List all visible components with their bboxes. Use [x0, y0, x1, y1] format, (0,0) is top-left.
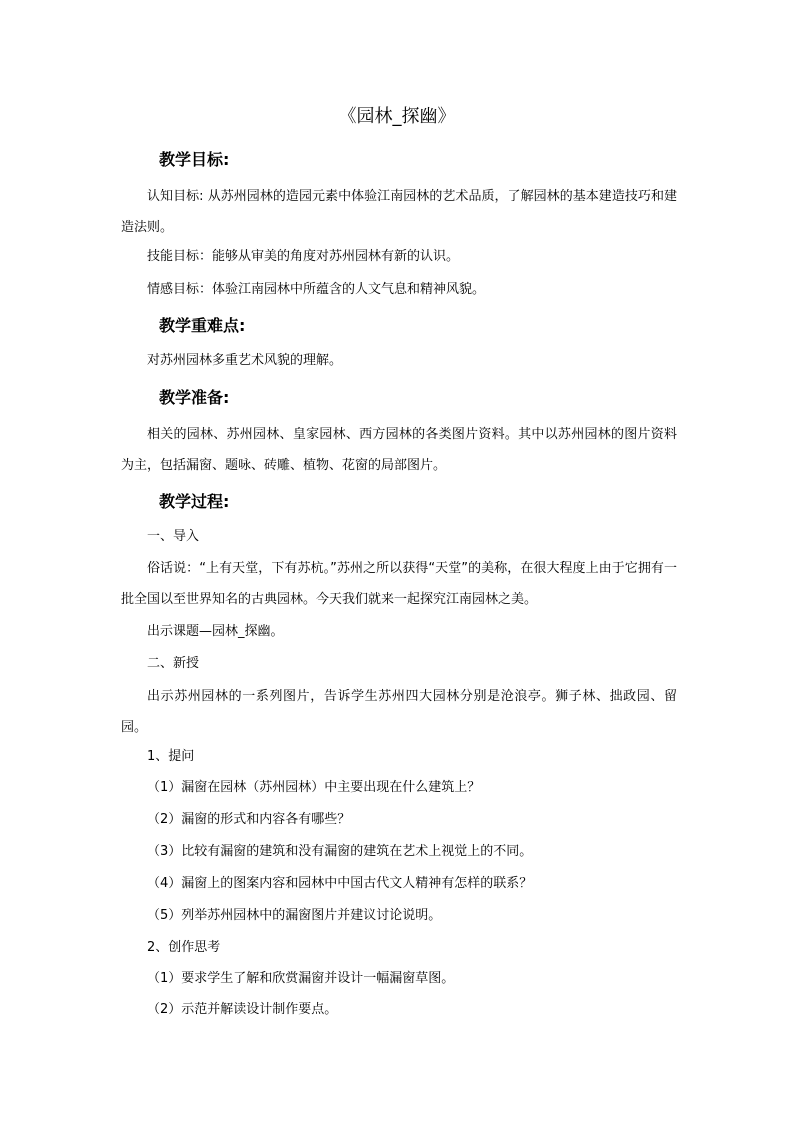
creation-item: （1）要求学生了解和欣赏漏窗并设计一幅漏窗草图。 [147, 971, 455, 986]
key-points-text: 对苏州园林多重艺术风貌的理解。 [147, 353, 343, 368]
key-points-heading: 教学重难点: [159, 316, 246, 335]
question-item: （1）漏窗在园林（苏州园林）中主要出现在什么建筑上？ [147, 780, 481, 795]
process-heading: 教学过程: [159, 492, 230, 511]
document-title: 《园林_探幽》 [338, 106, 456, 127]
question-item: （2）漏窗的形式和内容各有哪些？ [147, 812, 351, 827]
topic-text: 出示课题—园林_探幽。 [147, 624, 284, 639]
emotion-objective: 情感目标：体验江南园林中所蕴含的人文气息和精神风貌。 [147, 282, 486, 297]
question-item: （5）列举苏州园林中的漏窗图片并建议讨论说明。 [147, 908, 442, 923]
creation-item: （2）示范并解读设计制作要点。 [147, 1002, 338, 1017]
intro-text: 俗话说：“上有天堂，下有苏杭。”苏州之所以获得“天堂”的美称，在很大程度上由于它拥有一批全国以至世界知名的古典园林。今天我们就来一起探究江南园林之美。 [121, 561, 677, 607]
skill-objective: 技能目标：能够从审美的角度对苏州园林有新的认识。 [147, 249, 460, 264]
cognitive-objective: 认知目标: 从苏州园林的造园元素中体验江南园林的艺术品质，了解园林的基本建造技巧和建造法则。 [121, 189, 677, 235]
question-item: （3）比较有漏窗的建筑和没有漏窗的建筑在艺术上视觉上的不同。 [147, 844, 533, 859]
objectives-heading: 教学目标: [159, 150, 230, 169]
questions-title: 1、提问 [147, 749, 195, 764]
preparation-text: 相关的园林、苏州园林、皇家园林、西方园林的各类图片资料。其中以苏州园林的图片资料为主，包括漏窗、题咏、砖雕、植物、花窗的局部图片。 [121, 427, 677, 473]
new-lesson-text: 出示苏州园林的一系列图片，告诉学生苏州四大园林分别是沧浪亭。狮子林、拙政园、留园。 [121, 689, 677, 735]
question-item: （4）漏窗上的图案内容和园林中中国古代文人精神有怎样的联系？ [147, 876, 533, 891]
creation-title: 2、创作思考 [147, 940, 221, 955]
preparation-heading: 教学准备: [159, 388, 230, 407]
intro-section-title: 一、导入 [147, 529, 200, 544]
new-lesson-title: 二、新授 [147, 656, 200, 671]
